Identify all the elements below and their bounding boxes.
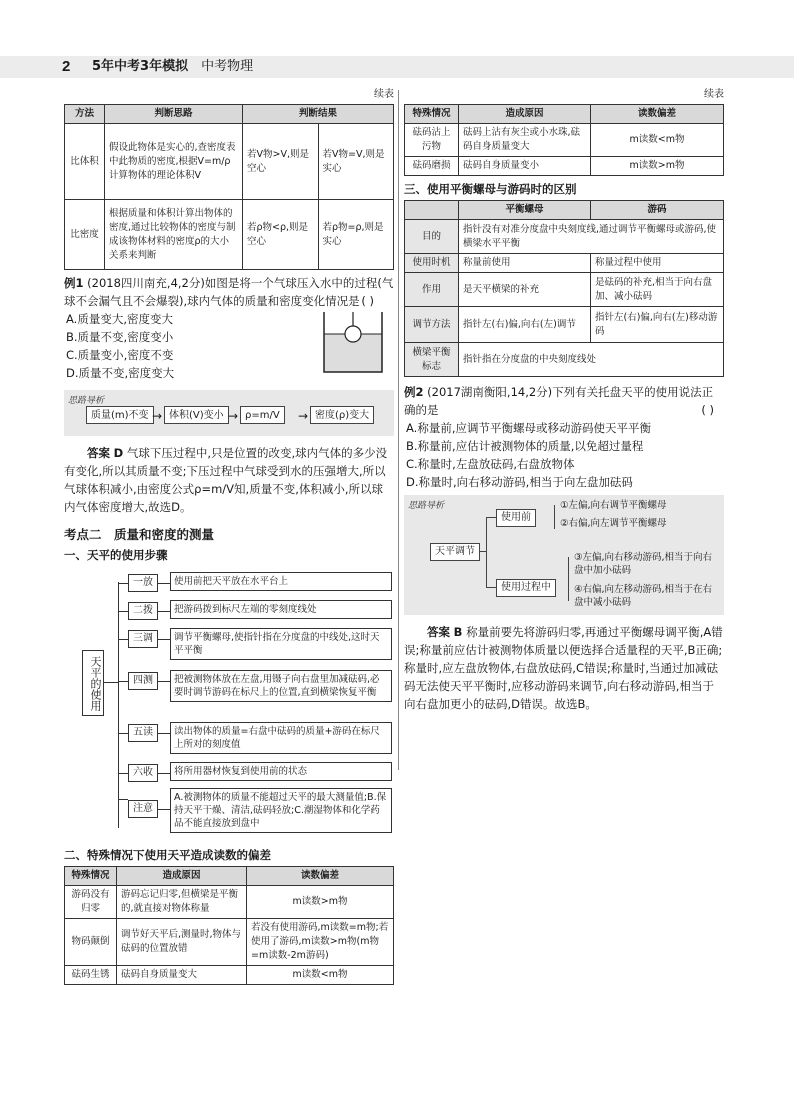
result-cell: 若ρ物=ρ,则是实心 — [318, 200, 394, 270]
connector — [486, 587, 496, 588]
screw-cell: 是天平横梁的补充 — [459, 273, 591, 307]
guide-step: 密度(ρ)变大 — [310, 406, 374, 424]
case-cell: 砝码生锈 — [65, 966, 117, 985]
table-row — [65, 200, 394, 270]
th-deviation: 读数偏差 — [591, 105, 724, 124]
option-a: A.质量变大,密度变大 — [66, 312, 173, 326]
option-a: A.称量前,应调节平衡螺母或移动游码使天平平衡 — [406, 421, 651, 435]
connector — [554, 505, 555, 529]
example-label: 例1 — [64, 276, 84, 290]
step-key: 注意 — [128, 800, 158, 818]
answer-text: 称量前要先将游码归零,再通过平衡螺母调平衡,A错误;称量前应估计被测物体质量以便选择合适量程的天平,B正确;称量时,应左盘放物体,右盘放砝码,C错误;称量时,当通过加减砝码无法使天平平衡时,应移动游码来调节,向右移动游码,相当于向右盘加更小的砝码,D错误。故选B。 — [404, 625, 723, 711]
mind-leaf: ②右偏,向左调节平衡螺母 — [560, 518, 667, 529]
answer-text: 气球下压过程中,只是位置的改变,球内气体的多少没有变化,所以其质量不变;下压过程中气球受到水的压强增大,所以气球体积减小,由密度公式ρ=m/V知,质量不变,体积减小,所以球内气体密度增大,故选D。 — [64, 446, 388, 514]
step-key: 三调 — [128, 630, 158, 648]
method-cell: 比密度 — [65, 200, 105, 270]
subject-title: 中考物理 — [201, 59, 254, 74]
row-key: 横梁平衡标志 — [405, 343, 459, 377]
step-key: 五读 — [128, 724, 158, 742]
th-result: 判断结果 — [243, 105, 394, 124]
table-row — [405, 157, 724, 176]
arrow-right-icon: → — [152, 409, 163, 423]
idea-cell: 根据质量和体积计算出物体的密度,通过比较物体的密度与制成该物体材料的密度ρ的大小关系来判断 — [105, 200, 243, 270]
row-key: 目的 — [405, 220, 459, 254]
connector — [104, 682, 118, 683]
step-desc: A.被测物体的质量不能超过天平的最大测量值;B.保持天平干燥、清洁,砝码轻放;C.潮湿物体和化学药品不能直接放到盘中 — [170, 788, 392, 833]
step-desc: 读出物体的质量=右盘中砝码的质量+游码在标尺上所对的刻度值 — [170, 722, 392, 754]
answer-bracket: ( ) — [701, 403, 714, 417]
result-cell: 若V物=V,则是实心 — [318, 124, 394, 200]
example-source: (2017湖南衡阳,14,2分) — [427, 385, 553, 399]
step-desc: 将所用器材恢复到使用前的状态 — [170, 762, 392, 781]
rider-cell: 指针左(右)偏,向右(左)移动游码 — [591, 307, 724, 343]
cause-cell: 调节好天平后,测量时,物体与砝码的位置放错 — [117, 919, 247, 966]
connector — [480, 551, 486, 552]
continued-label: 续表 — [704, 89, 724, 100]
cause-cell: 砝码上沾有灰尘或小水珠,砝码自身质量变大 — [459, 124, 591, 157]
option-d: D.质量不变,密度变大 — [66, 366, 175, 380]
table-row — [405, 124, 724, 157]
th-cause: 造成原因 — [459, 105, 591, 124]
deviation-table — [64, 866, 394, 985]
example-1 — [64, 274, 394, 384]
table-row — [65, 966, 394, 985]
mind-leaf: ③左偏,向右移动游码,相当于向右盘中加小砝码 — [574, 552, 713, 576]
answer-key: D — [113, 446, 124, 460]
rider-cell: 称量过程中使用 — [591, 254, 724, 273]
connector — [568, 557, 569, 601]
option-b: B.称量前,应估计被测物体的质量,以免超过量程 — [406, 439, 644, 453]
idea-cell: 假设此物体是实心的,查密度表中此物质的密度,根据V=m/ρ计算物体的理论体积V — [105, 124, 243, 200]
method-cell: 比体积 — [65, 124, 105, 200]
th-screw: 平衡螺母 — [459, 201, 591, 220]
answer-label: 答案 — [87, 446, 110, 460]
case-cell: 砝码磨损 — [405, 157, 459, 176]
subsection-title: 二、特殊情况下使用天平造成读数的偏差 — [64, 848, 271, 862]
result-cell: 若V物>V,则是空心 — [243, 124, 319, 200]
row-key: 调节方法 — [405, 307, 459, 343]
guide-step: 质量(m)不变 — [86, 406, 154, 424]
header-title — [92, 56, 253, 78]
step-key: 二拨 — [128, 602, 158, 620]
subsection-title: 三、使用平衡螺母与游码时的区别 — [404, 182, 577, 196]
mind-root: 天平调节 — [430, 543, 480, 561]
case-cell: 游码没有归零 — [65, 886, 117, 919]
table-row — [65, 886, 394, 919]
th-blank — [405, 201, 459, 220]
option-c: C.质量变小,密度不变 — [66, 348, 174, 362]
table-row — [405, 343, 724, 377]
step-desc: 把游码拨到标尺左端的零刻度线处 — [170, 600, 392, 619]
table-row — [65, 124, 394, 200]
mind-leaf: ④右偏,向左移动游码,相当于在右盘中减小砝码 — [574, 584, 713, 608]
balloon-beaker-figure — [320, 310, 386, 374]
step-desc: 把被测物体放在左盘,用镊子向右盘里加减砝码,必要时调节游码在标尺上的位置,直到横梁恢复平衡 — [170, 670, 392, 702]
merged-cell: 指针没有对准分度盘中央刻度线,通过调节平衡螺母或游码,使横梁水平平衡 — [459, 220, 724, 254]
th-idea: 判断思路 — [105, 105, 243, 124]
answer-bracket: ( ) — [361, 294, 374, 308]
thinking-guide-2 — [404, 495, 724, 615]
guide-step: ρ=m/V — [240, 406, 285, 424]
book-title: 5年中考3年模拟 — [92, 59, 189, 74]
example-options-area — [64, 294, 394, 384]
deviation-table-continued — [404, 104, 724, 176]
step-desc: 调节平衡螺母,使指针指在分度盘的中线处,这时天平平衡 — [170, 628, 392, 660]
th-case: 特殊情况 — [65, 867, 117, 886]
arrow-right-icon: → — [228, 409, 239, 423]
left-column — [64, 88, 394, 985]
steps-title: 天平的使用 — [82, 650, 104, 716]
example-source: (2018四川南充,4,2分) — [87, 276, 205, 290]
table-row — [405, 220, 724, 254]
connector — [486, 517, 496, 518]
rider-cell: 是砝码的补充,相当于向右盘加、减小砝码 — [591, 273, 724, 307]
arrow-right-icon: → — [298, 409, 309, 423]
step-key: 四测 — [128, 672, 158, 690]
section-title: 考点二 质量和密度的测量 — [64, 527, 215, 542]
merged-cell: 指针指在分度盘的中央刻度线处 — [459, 343, 724, 377]
table-row — [405, 254, 724, 273]
example-2 — [404, 383, 724, 491]
screw-cell: 指针左(右)偏,向右(左)调节 — [459, 307, 591, 343]
step-key: 六收 — [128, 764, 158, 782]
table-row — [405, 307, 724, 343]
connector — [486, 517, 487, 587]
subsection-title: 一、天平的使用步骤 — [64, 548, 168, 562]
table-row — [405, 273, 724, 307]
guide-label: 思路导析 — [68, 396, 105, 406]
guide-step: 体积(V)变小 — [164, 406, 229, 424]
case-cell: 物码颠倒 — [65, 919, 117, 966]
case-cell: 砝码沾上污物 — [405, 124, 459, 157]
deviation-cell: m读数>m物 — [591, 157, 724, 176]
row-key: 作用 — [405, 273, 459, 307]
row-key: 使用时机 — [405, 254, 459, 273]
balance-steps-diagram — [64, 566, 394, 838]
th-case: 特殊情况 — [405, 105, 459, 124]
answer-label: 答案 — [427, 625, 450, 639]
screw-vs-rider-table — [404, 200, 724, 377]
cause-cell: 砝码自身质量变小 — [459, 157, 591, 176]
step-key: 一放 — [128, 574, 158, 592]
deviation-cell: m读数<m物 — [247, 966, 394, 985]
answer-1 — [64, 444, 394, 516]
example-stem: 如图是将一个气球压入水中的过程(气球不会漏气且不会爆裂),球内气体的质量和密度变化情况是 — [64, 276, 394, 308]
steps-brace — [118, 582, 119, 828]
th-method: 方法 — [65, 105, 105, 124]
column-divider — [398, 90, 399, 770]
cause-cell: 游码忘记归零,但横梁是平衡的,就直接对物体称量 — [117, 886, 247, 919]
th-deviation: 读数偏差 — [247, 867, 394, 886]
thinking-guide-1 — [64, 390, 394, 436]
example-label: 例2 — [404, 385, 424, 399]
hollow-check-table — [64, 104, 394, 270]
cause-cell: 砝码自身质量变大 — [117, 966, 247, 985]
th-rider: 游码 — [591, 201, 724, 220]
mind-leaf: ①左偏,向右调节平衡螺母 — [560, 500, 667, 511]
option-b: B.质量不变,密度变小 — [66, 330, 174, 344]
deviation-cell: 若没有使用游码,m读数=m物;若使用了游码,m读数>m物(m物=m读数-2m游码) — [247, 919, 394, 966]
step-desc: 使用前把天平放在水平台上 — [170, 572, 392, 591]
deviation-cell: m读数<m物 — [591, 124, 724, 157]
continued-label: 续表 — [374, 89, 394, 100]
table-row — [65, 919, 394, 966]
example-stem: 下列有关托盘天平的使用说法正确的是 — [404, 385, 714, 417]
page-number: 2 — [62, 58, 71, 75]
option-c: C.称量时,左盘放砝码,右盘放物体 — [406, 457, 575, 471]
mind-during: 使用过程中 — [496, 579, 556, 597]
option-d: D.称量时,向右移动游码,相当于向左盘加砝码 — [406, 475, 633, 489]
guide-label: 思路导析 — [408, 501, 445, 511]
mind-before: 使用前 — [496, 509, 536, 527]
screw-cell: 称量前使用 — [459, 254, 591, 273]
answer-key: B — [453, 625, 463, 639]
answer-2 — [404, 623, 724, 713]
th-cause: 造成原因 — [117, 867, 247, 886]
deviation-cell: m读数>m物 — [247, 886, 394, 919]
right-column — [404, 88, 724, 713]
result-cell: 若ρ物<ρ,则是空心 — [243, 200, 319, 270]
